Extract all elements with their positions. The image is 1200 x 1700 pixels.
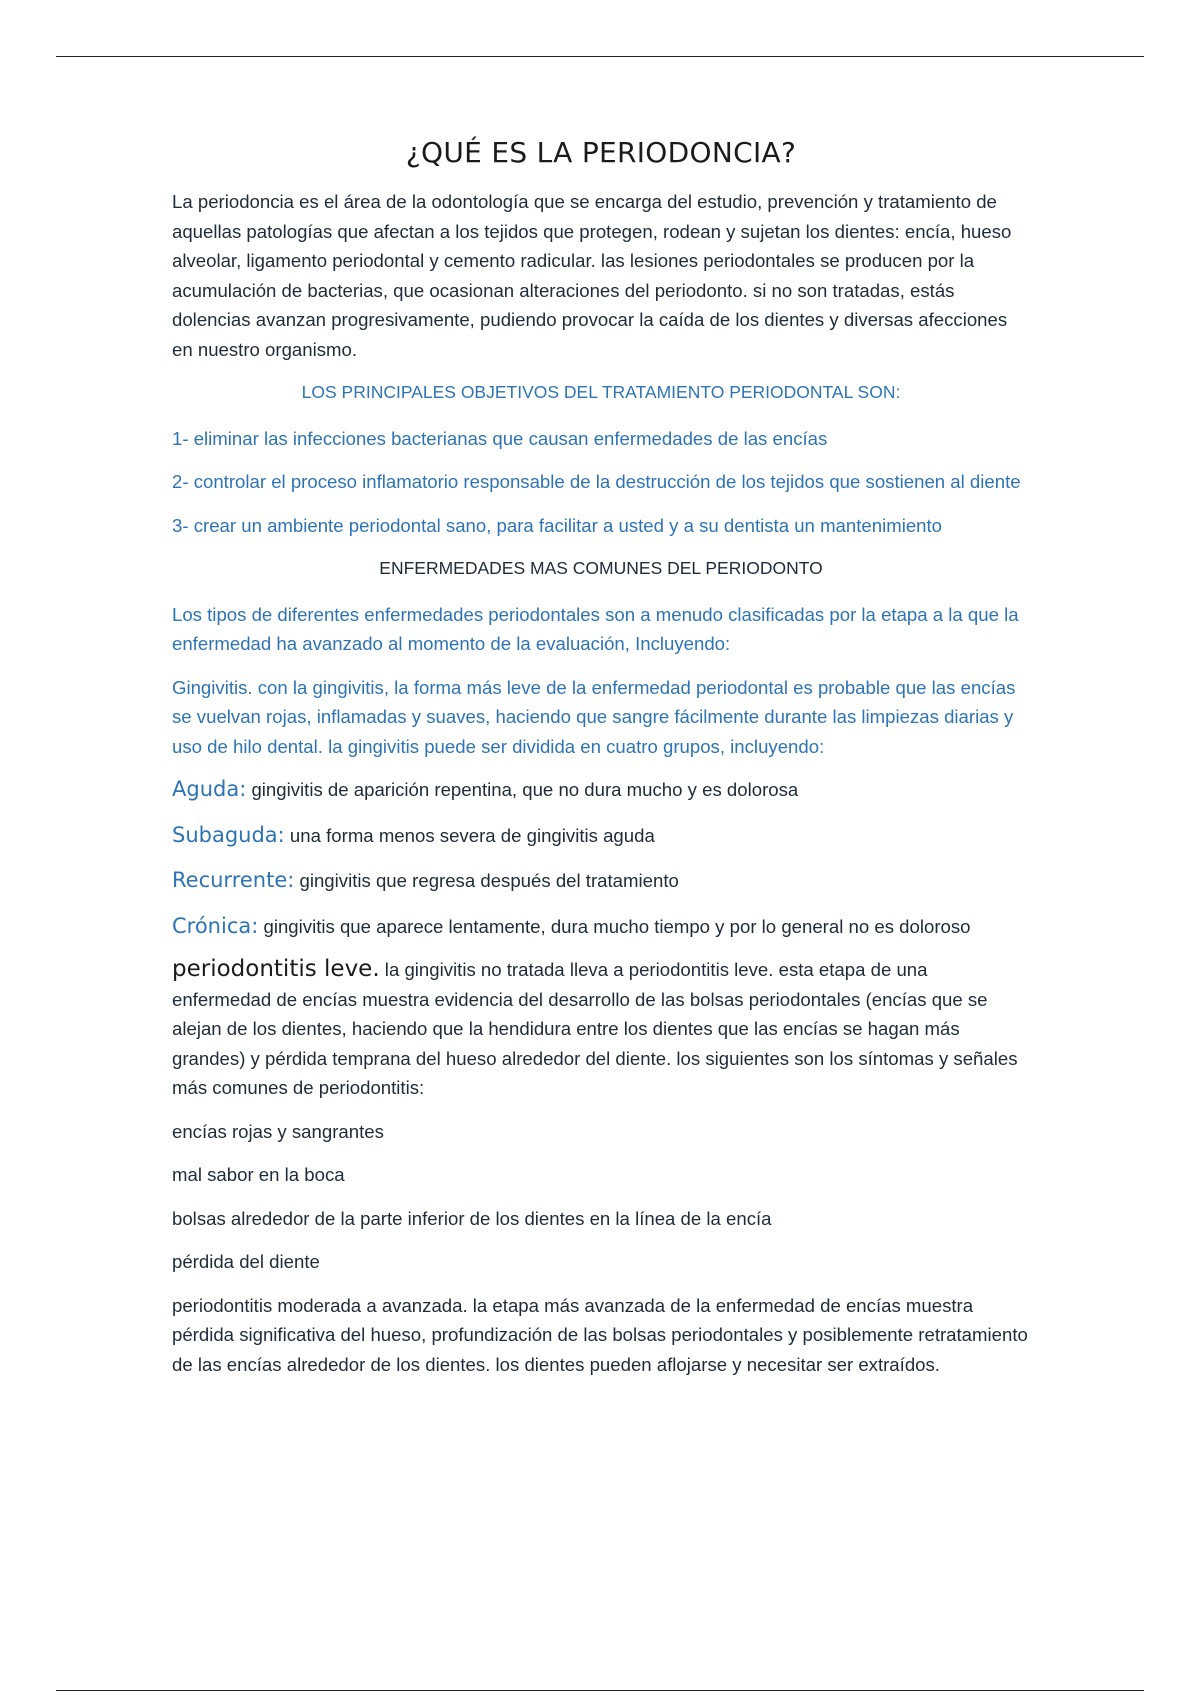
page-title: ¿QUÉ ES LA PERIODONCIA? <box>405 136 797 169</box>
gingivitis-type-text: gingivitis de aparición repentina, que no dura mucho y es dolorosa <box>246 779 799 800</box>
mild-periodontitis-paragraph <box>172 955 1030 1103</box>
gingivitis-type-term: Recurrente: <box>172 868 295 892</box>
gingivitis-type-text: gingivitis que regresa después del tratamiento <box>294 870 679 891</box>
advanced-periodontitis-paragraph: periodontitis moderada a avanzada. la etapa más avanzada de la enfermedad de encías muestra pérdida significativa del hueso, profundización de las bolsas periodontales y posiblemente retratamiento de las encías alrededor de los dientes. los dientes pueden aflojarse y necesitar ser extraídos. <box>172 1294 1028 1375</box>
gingivitis-type-item <box>172 866 1030 896</box>
diseases-intro-paragraph: Los tipos de diferentes enfermedades periodontales son a menudo clasificadas por la etapa a la que la enfermedad ha avanzado al momento de la evaluación, Incluyendo: <box>172 603 1019 654</box>
symptom-item: encías rojas y sangrantes <box>172 1120 384 1142</box>
gingivitis-type-term: Crónica: <box>172 913 259 938</box>
gingivitis-paragraph: Gingivitis. con la gingivitis, la forma más leve de la enfermedad periodontal es probable que las encías se vuelvan rojas, inflamadas y suaves, haciendo que sangre fácilmente durante las limpiezas diarias y uso de hilo dental. la gingivitis puede ser dividida en cuatro grupos, incluyendo: <box>172 676 1016 757</box>
header-rule <box>56 56 1144 57</box>
gingivitis-type-item <box>172 821 1030 851</box>
gingivitis-type-term: Aguda: <box>172 777 247 801</box>
gingivitis-type-text: gingivitis que aparece lentamente, dura mucho tiempo y por lo general no es doloroso <box>258 915 971 937</box>
gingivitis-type-text: una forma menos severa de gingivitis aguda <box>284 824 655 846</box>
objective-item: 1- eliminar las infecciones bacterianas que causan enfermedades de las encías <box>172 427 828 449</box>
mild-periodontitis-text: la gingivitis no tratada lleva a periodontitis leve. esta etapa de una enfermedad de encías muestra evidencia del desarrollo de las bolsas periodontales (encías que se alejan de los dientes, haciendo que la hendidura entre los dientes que las encías se hagan más grandes) y pérdida temprana del hueso alrededor del diente. los siguientes son los síntomas y señales más comunes de periodontitis: <box>172 959 1018 1098</box>
gingivitis-type-term: Subaguda: <box>172 822 285 847</box>
document-body <box>172 136 1030 1393</box>
intro-paragraph: La periodoncia es el área de la odontología que se encarga del estudio, prevención y tratamiento de aquellas patologías que afectan a los tejidos que protegen, rodean y sujetan los dientes: encía, hueso alveolar, ligamento periodontal y cemento radicular. las lesiones periodontales se producen por la acumulación de bacterias, que ocasionan alteraciones del periodonto. si no son tratadas, estás dolencias avanzan progresivamente, pudiendo provocar la caída de los dientes y diversas afecciones en nuestro organismo. <box>172 191 1012 360</box>
symptom-item: pérdida del diente <box>172 1251 320 1272</box>
footer-rule <box>56 1690 1144 1691</box>
objectives-heading: LOS PRINCIPALES OBJETIVOS DEL TRATAMIENTO PERIODONTAL SON: <box>301 382 901 402</box>
symptom-item: bolsas alrededor de la parte inferior de los dientes en la línea de la encía <box>172 1207 772 1229</box>
objective-item: 2- controlar el proceso inflamatorio responsable de la destrucción de los tejidos que sostienen al diente <box>172 471 1021 492</box>
gingivitis-type-item <box>172 912 1030 942</box>
mild-periodontitis-term: periodontitis leve. <box>172 956 380 982</box>
gingivitis-type-item <box>172 775 1030 805</box>
diseases-heading: ENFERMEDADES MAS COMUNES DEL PERIODONTO <box>379 558 823 578</box>
symptom-item: mal sabor en la boca <box>172 1164 345 1185</box>
objective-item: 3- crear un ambiente periodontal sano, para facilitar a usted y a su dentista un mantenimiento <box>172 514 943 536</box>
